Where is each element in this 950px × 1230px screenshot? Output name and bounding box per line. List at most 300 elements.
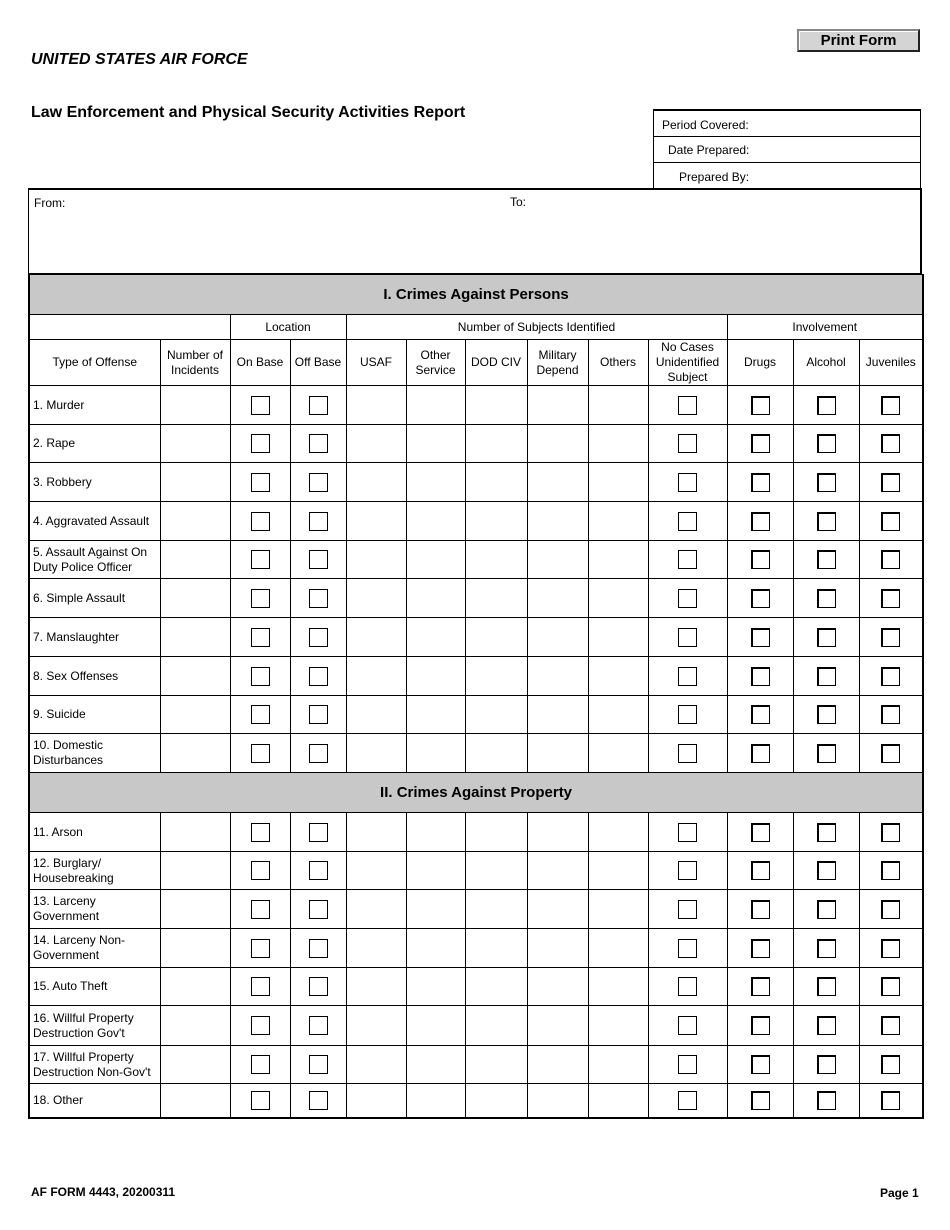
header-other-service: Other Service	[406, 340, 465, 386]
no-cases-checkbox[interactable]	[678, 823, 697, 842]
dod-civ-input[interactable]	[465, 968, 527, 1006]
form-title: Law Enforcement and Physical Security Activities Report	[31, 104, 466, 121]
drugs-checkbox[interactable]	[751, 705, 770, 724]
table-row	[29, 541, 923, 579]
dod-civ-input[interactable]	[465, 1006, 527, 1046]
header-incidents: Number of Incidents	[160, 340, 230, 386]
military-depend-input[interactable]	[527, 1046, 588, 1084]
incidents-input[interactable]	[160, 425, 230, 463]
juveniles-checkbox[interactable]	[881, 434, 900, 453]
cell-juveniles	[859, 1006, 923, 1046]
other-service-input[interactable]	[406, 463, 465, 502]
usaf-input[interactable]	[346, 696, 406, 734]
on-base-checkbox[interactable]	[251, 434, 270, 453]
other-service-input[interactable]	[406, 579, 465, 618]
off-base-checkbox[interactable]	[309, 939, 328, 958]
usaf-input[interactable]	[346, 579, 406, 618]
drugs-checkbox[interactable]	[751, 589, 770, 608]
juveniles-checkbox[interactable]	[881, 1016, 900, 1035]
cell-juveniles	[859, 386, 923, 425]
others-input[interactable]	[588, 541, 648, 579]
drugs-checkbox[interactable]	[751, 473, 770, 492]
other-service-input[interactable]	[406, 657, 465, 696]
military-depend-input[interactable]	[527, 813, 588, 852]
other-service-input[interactable]	[406, 929, 465, 968]
cell-on-base	[230, 579, 290, 618]
on-base-checkbox[interactable]	[251, 1055, 270, 1074]
military-depend-input[interactable]	[527, 463, 588, 502]
cell-drugs	[727, 852, 793, 890]
alcohol-checkbox[interactable]	[817, 861, 836, 880]
no-cases-checkbox[interactable]	[678, 473, 697, 492]
no-cases-checkbox[interactable]	[678, 396, 697, 415]
others-input[interactable]	[588, 1084, 648, 1118]
no-cases-checkbox[interactable]	[678, 744, 697, 763]
agency-name: UNITED STATES AIR FORCE	[31, 51, 248, 68]
usaf-input[interactable]	[346, 890, 406, 929]
usaf-input[interactable]	[346, 1084, 406, 1118]
activities-table	[28, 274, 924, 1119]
offense-name: 13. Larceny Government	[29, 890, 160, 929]
alcohol-checkbox[interactable]	[817, 900, 836, 919]
no-cases-checkbox[interactable]	[678, 550, 697, 569]
on-base-checkbox[interactable]	[251, 396, 270, 415]
header-military-depend: Military Depend	[527, 340, 588, 386]
offense-name: 17. Willful Property Destruction Non-Gov't	[29, 1046, 160, 1084]
off-base-checkbox[interactable]	[309, 744, 328, 763]
on-base-checkbox[interactable]	[251, 861, 270, 880]
usaf-input[interactable]	[346, 502, 406, 541]
others-input[interactable]	[588, 813, 648, 852]
on-base-checkbox[interactable]	[251, 628, 270, 647]
cell-on-base	[230, 968, 290, 1006]
alcohol-checkbox[interactable]	[817, 396, 836, 415]
drugs-checkbox[interactable]	[751, 550, 770, 569]
period-covered-field[interactable]	[654, 111, 920, 137]
cell-alcohol	[793, 734, 859, 773]
other-service-input[interactable]	[406, 1084, 465, 1118]
others-input[interactable]	[588, 929, 648, 968]
drugs-checkbox[interactable]	[751, 900, 770, 919]
to-input[interactable]	[529, 212, 909, 270]
header-type: Type of Offense	[29, 340, 160, 386]
drugs-checkbox[interactable]	[751, 744, 770, 763]
subjects-group-header: Number of Subjects Identified	[346, 315, 727, 340]
military-depend-input[interactable]	[527, 541, 588, 579]
on-base-checkbox[interactable]	[251, 705, 270, 724]
no-cases-checkbox[interactable]	[678, 705, 697, 724]
other-service-input[interactable]	[406, 813, 465, 852]
incidents-input[interactable]	[160, 968, 230, 1006]
alcohol-checkbox[interactable]	[817, 977, 836, 996]
off-base-checkbox[interactable]	[309, 473, 328, 492]
juveniles-checkbox[interactable]	[881, 628, 900, 647]
dod-civ-input[interactable]	[465, 1084, 527, 1118]
alcohol-checkbox[interactable]	[817, 550, 836, 569]
off-base-checkbox[interactable]	[309, 1091, 328, 1110]
cell-off-base	[290, 968, 346, 1006]
cell-no-cases	[648, 425, 727, 463]
dod-civ-input[interactable]	[465, 386, 527, 425]
cell-no-cases	[648, 852, 727, 890]
on-base-checkbox[interactable]	[251, 512, 270, 531]
military-depend-input[interactable]	[527, 1006, 588, 1046]
military-depend-input[interactable]	[527, 696, 588, 734]
no-cases-checkbox[interactable]	[678, 434, 697, 453]
cell-on-base	[230, 1006, 290, 1046]
alcohol-checkbox[interactable]	[817, 473, 836, 492]
table-row	[29, 425, 923, 463]
usaf-input[interactable]	[346, 425, 406, 463]
alcohol-checkbox[interactable]	[817, 1016, 836, 1035]
incidents-input[interactable]	[160, 1046, 230, 1084]
drugs-checkbox[interactable]	[751, 1091, 770, 1110]
incidents-input[interactable]	[160, 852, 230, 890]
usaf-input[interactable]	[346, 968, 406, 1006]
others-input[interactable]	[588, 502, 648, 541]
cell-on-base	[230, 463, 290, 502]
off-base-checkbox[interactable]	[309, 396, 328, 415]
others-input[interactable]	[588, 463, 648, 502]
other-service-input[interactable]	[406, 1046, 465, 1084]
cell-no-cases	[648, 890, 727, 929]
cell-no-cases	[648, 1006, 727, 1046]
cell-juveniles	[859, 890, 923, 929]
cell-drugs	[727, 425, 793, 463]
cell-off-base	[290, 502, 346, 541]
juveniles-checkbox[interactable]	[881, 667, 900, 686]
juveniles-checkbox[interactable]	[881, 939, 900, 958]
off-base-checkbox[interactable]	[309, 550, 328, 569]
on-base-checkbox[interactable]	[251, 589, 270, 608]
cell-off-base	[290, 425, 346, 463]
dod-civ-input[interactable]	[465, 1046, 527, 1084]
incidents-input[interactable]	[160, 696, 230, 734]
incidents-input[interactable]	[160, 657, 230, 696]
others-input[interactable]	[588, 657, 648, 696]
incidents-input[interactable]	[160, 618, 230, 657]
others-input[interactable]	[588, 734, 648, 773]
others-input[interactable]	[588, 696, 648, 734]
military-depend-input[interactable]	[527, 657, 588, 696]
alcohol-checkbox[interactable]	[817, 744, 836, 763]
on-base-checkbox[interactable]	[251, 1016, 270, 1035]
military-depend-input[interactable]	[527, 579, 588, 618]
to-label: To:	[510, 195, 527, 209]
off-base-checkbox[interactable]	[309, 977, 328, 996]
on-base-checkbox[interactable]	[251, 744, 270, 763]
military-depend-input[interactable]	[527, 968, 588, 1006]
other-service-input[interactable]	[406, 425, 465, 463]
on-base-checkbox[interactable]	[251, 939, 270, 958]
alcohol-checkbox[interactable]	[817, 512, 836, 531]
usaf-input[interactable]	[346, 1006, 406, 1046]
on-base-checkbox[interactable]	[251, 900, 270, 919]
cell-alcohol	[793, 1046, 859, 1084]
cell-off-base	[290, 386, 346, 425]
drugs-checkbox[interactable]	[751, 512, 770, 531]
dod-civ-input[interactable]	[465, 852, 527, 890]
drugs-checkbox[interactable]	[751, 977, 770, 996]
off-base-checkbox[interactable]	[309, 1055, 328, 1074]
dod-civ-input[interactable]	[465, 734, 527, 773]
cell-juveniles	[859, 1046, 923, 1084]
offense-name: 7. Manslaughter	[29, 618, 160, 657]
on-base-checkbox[interactable]	[251, 977, 270, 996]
cell-drugs	[727, 696, 793, 734]
juveniles-checkbox[interactable]	[881, 900, 900, 919]
dod-civ-input[interactable]	[465, 657, 527, 696]
drugs-checkbox[interactable]	[751, 823, 770, 842]
juveniles-checkbox[interactable]	[881, 1091, 900, 1110]
other-service-input[interactable]	[406, 386, 465, 425]
cell-alcohol	[793, 890, 859, 929]
offense-name: 16. Willful Property Destruction Gov't	[29, 1006, 160, 1046]
usaf-input[interactable]	[346, 463, 406, 502]
cell-alcohol	[793, 852, 859, 890]
usaf-input[interactable]	[346, 1046, 406, 1084]
drugs-checkbox[interactable]	[751, 396, 770, 415]
alcohol-checkbox[interactable]	[817, 939, 836, 958]
alcohol-checkbox[interactable]	[817, 667, 836, 686]
military-depend-input[interactable]	[527, 929, 588, 968]
drugs-checkbox[interactable]	[751, 434, 770, 453]
other-service-input[interactable]	[406, 734, 465, 773]
alcohol-checkbox[interactable]	[817, 1091, 836, 1110]
alcohol-checkbox[interactable]	[817, 1055, 836, 1074]
no-cases-checkbox[interactable]	[678, 628, 697, 647]
other-service-input[interactable]	[406, 968, 465, 1006]
alcohol-checkbox[interactable]	[817, 589, 836, 608]
usaf-input[interactable]	[346, 929, 406, 968]
usaf-input[interactable]	[346, 618, 406, 657]
table-row	[29, 929, 923, 968]
usaf-input[interactable]	[346, 386, 406, 425]
others-input[interactable]	[588, 1006, 648, 1046]
prepared-by-field[interactable]	[654, 163, 920, 190]
drugs-checkbox[interactable]	[751, 628, 770, 647]
no-cases-checkbox[interactable]	[678, 939, 697, 958]
other-service-input[interactable]	[406, 696, 465, 734]
on-base-checkbox[interactable]	[251, 1091, 270, 1110]
no-cases-checkbox[interactable]	[678, 667, 697, 686]
other-service-input[interactable]	[406, 618, 465, 657]
off-base-checkbox[interactable]	[309, 823, 328, 842]
table-row	[29, 463, 923, 502]
incidents-input[interactable]	[160, 1084, 230, 1118]
off-base-checkbox[interactable]	[309, 705, 328, 724]
usaf-input[interactable]	[346, 541, 406, 579]
cell-drugs	[727, 618, 793, 657]
no-cases-checkbox[interactable]	[678, 861, 697, 880]
dod-civ-input[interactable]	[465, 579, 527, 618]
off-base-checkbox[interactable]	[309, 900, 328, 919]
cell-alcohol	[793, 579, 859, 618]
cell-no-cases	[648, 1046, 727, 1084]
header-dod-civ: DOD CIV	[465, 340, 527, 386]
cell-no-cases	[648, 386, 727, 425]
offense-name: 1. Murder	[29, 386, 160, 425]
off-base-checkbox[interactable]	[309, 1016, 328, 1035]
others-input[interactable]	[588, 968, 648, 1006]
no-cases-checkbox[interactable]	[678, 589, 697, 608]
alcohol-checkbox[interactable]	[817, 823, 836, 842]
section-header-row	[29, 275, 923, 315]
incidents-input[interactable]	[160, 502, 230, 541]
drugs-checkbox[interactable]	[751, 861, 770, 880]
other-service-input[interactable]	[406, 890, 465, 929]
no-cases-checkbox[interactable]	[678, 1091, 697, 1110]
header-alcohol: Alcohol	[793, 340, 859, 386]
no-cases-checkbox[interactable]	[678, 900, 697, 919]
off-base-checkbox[interactable]	[309, 589, 328, 608]
dod-civ-input[interactable]	[465, 541, 527, 579]
from-input[interactable]	[32, 212, 502, 270]
cell-drugs	[727, 890, 793, 929]
cell-drugs	[727, 1084, 793, 1118]
offense-name: 12. Burglary/ Housebreaking	[29, 852, 160, 890]
juveniles-checkbox[interactable]	[881, 744, 900, 763]
military-depend-input[interactable]	[527, 1084, 588, 1118]
other-service-input[interactable]	[406, 852, 465, 890]
dod-civ-input[interactable]	[465, 463, 527, 502]
other-service-input[interactable]	[406, 502, 465, 541]
cell-drugs	[727, 1046, 793, 1084]
dod-civ-input[interactable]	[465, 425, 527, 463]
cell-off-base	[290, 579, 346, 618]
incidents-input[interactable]	[160, 813, 230, 852]
header-on-base: On Base	[230, 340, 290, 386]
juveniles-checkbox[interactable]	[881, 512, 900, 531]
drugs-checkbox[interactable]	[751, 667, 770, 686]
header-no-cases: No Cases Unidentified Subject	[648, 340, 727, 386]
dod-civ-input[interactable]	[465, 813, 527, 852]
incidents-input[interactable]	[160, 734, 230, 773]
others-input[interactable]	[588, 890, 648, 929]
juveniles-checkbox[interactable]	[881, 705, 900, 724]
dod-civ-input[interactable]	[465, 696, 527, 734]
header-others: Others	[588, 340, 648, 386]
on-base-checkbox[interactable]	[251, 550, 270, 569]
others-input[interactable]	[588, 425, 648, 463]
cell-on-base	[230, 852, 290, 890]
drugs-checkbox[interactable]	[751, 1055, 770, 1074]
off-base-checkbox[interactable]	[309, 512, 328, 531]
cell-no-cases	[648, 541, 727, 579]
incidents-input[interactable]	[160, 1006, 230, 1046]
cell-alcohol	[793, 502, 859, 541]
usaf-input[interactable]	[346, 852, 406, 890]
others-input[interactable]	[588, 618, 648, 657]
incidents-input[interactable]	[160, 579, 230, 618]
juveniles-checkbox[interactable]	[881, 589, 900, 608]
juveniles-checkbox[interactable]	[881, 473, 900, 492]
offense-name: 4. Aggravated Assault	[29, 502, 160, 541]
cell-off-base	[290, 1046, 346, 1084]
other-service-input[interactable]	[406, 541, 465, 579]
alcohol-checkbox[interactable]	[817, 628, 836, 647]
juveniles-checkbox[interactable]	[881, 1055, 900, 1074]
on-base-checkbox[interactable]	[251, 823, 270, 842]
off-base-checkbox[interactable]	[309, 667, 328, 686]
table-row	[29, 890, 923, 929]
cell-on-base	[230, 929, 290, 968]
alcohol-checkbox[interactable]	[817, 434, 836, 453]
no-cases-checkbox[interactable]	[678, 1016, 697, 1035]
cell-drugs	[727, 502, 793, 541]
drugs-checkbox[interactable]	[751, 939, 770, 958]
no-cases-checkbox[interactable]	[678, 1055, 697, 1074]
period-covered-label: Period Covered:	[662, 118, 749, 132]
on-base-checkbox[interactable]	[251, 473, 270, 492]
off-base-checkbox[interactable]	[309, 628, 328, 647]
incidents-input[interactable]	[160, 386, 230, 425]
dod-civ-input[interactable]	[465, 929, 527, 968]
off-base-checkbox[interactable]	[309, 434, 328, 453]
incidents-input[interactable]	[160, 541, 230, 579]
cell-drugs	[727, 541, 793, 579]
incidents-input[interactable]	[160, 463, 230, 502]
other-service-input[interactable]	[406, 1006, 465, 1046]
cell-off-base	[290, 657, 346, 696]
drugs-checkbox[interactable]	[751, 1016, 770, 1035]
military-depend-input[interactable]	[527, 502, 588, 541]
cell-off-base	[290, 929, 346, 968]
column-header-row	[29, 340, 923, 386]
military-depend-input[interactable]	[527, 890, 588, 929]
print-form-button[interactable]: Print Form	[797, 29, 920, 52]
cell-alcohol	[793, 463, 859, 502]
no-cases-checkbox[interactable]	[678, 512, 697, 531]
cell-alcohol	[793, 1006, 859, 1046]
juveniles-checkbox[interactable]	[881, 396, 900, 415]
dod-civ-input[interactable]	[465, 502, 527, 541]
dod-civ-input[interactable]	[465, 618, 527, 657]
military-depend-input[interactable]	[527, 618, 588, 657]
cell-off-base	[290, 541, 346, 579]
military-depend-input[interactable]	[527, 734, 588, 773]
usaf-input[interactable]	[346, 734, 406, 773]
cell-alcohol	[793, 618, 859, 657]
routing-box	[28, 188, 922, 274]
others-input[interactable]	[588, 579, 648, 618]
juveniles-checkbox[interactable]	[881, 977, 900, 996]
alcohol-checkbox[interactable]	[817, 705, 836, 724]
military-depend-input[interactable]	[527, 425, 588, 463]
date-prepared-field[interactable]	[654, 137, 920, 163]
header-drugs: Drugs	[727, 340, 793, 386]
military-depend-input[interactable]	[527, 852, 588, 890]
cell-no-cases	[648, 813, 727, 852]
juveniles-checkbox[interactable]	[881, 550, 900, 569]
incidents-input[interactable]	[160, 890, 230, 929]
others-input[interactable]	[588, 386, 648, 425]
incidents-input[interactable]	[160, 929, 230, 968]
dod-civ-input[interactable]	[465, 890, 527, 929]
cell-on-base	[230, 425, 290, 463]
no-cases-checkbox[interactable]	[678, 977, 697, 996]
others-input[interactable]	[588, 852, 648, 890]
on-base-checkbox[interactable]	[251, 667, 270, 686]
off-base-checkbox[interactable]	[309, 861, 328, 880]
others-input[interactable]	[588, 1046, 648, 1084]
usaf-input[interactable]	[346, 657, 406, 696]
juveniles-checkbox[interactable]	[881, 861, 900, 880]
juveniles-checkbox[interactable]	[881, 823, 900, 842]
usaf-input[interactable]	[346, 813, 406, 852]
military-depend-input[interactable]	[527, 386, 588, 425]
cell-drugs	[727, 1006, 793, 1046]
